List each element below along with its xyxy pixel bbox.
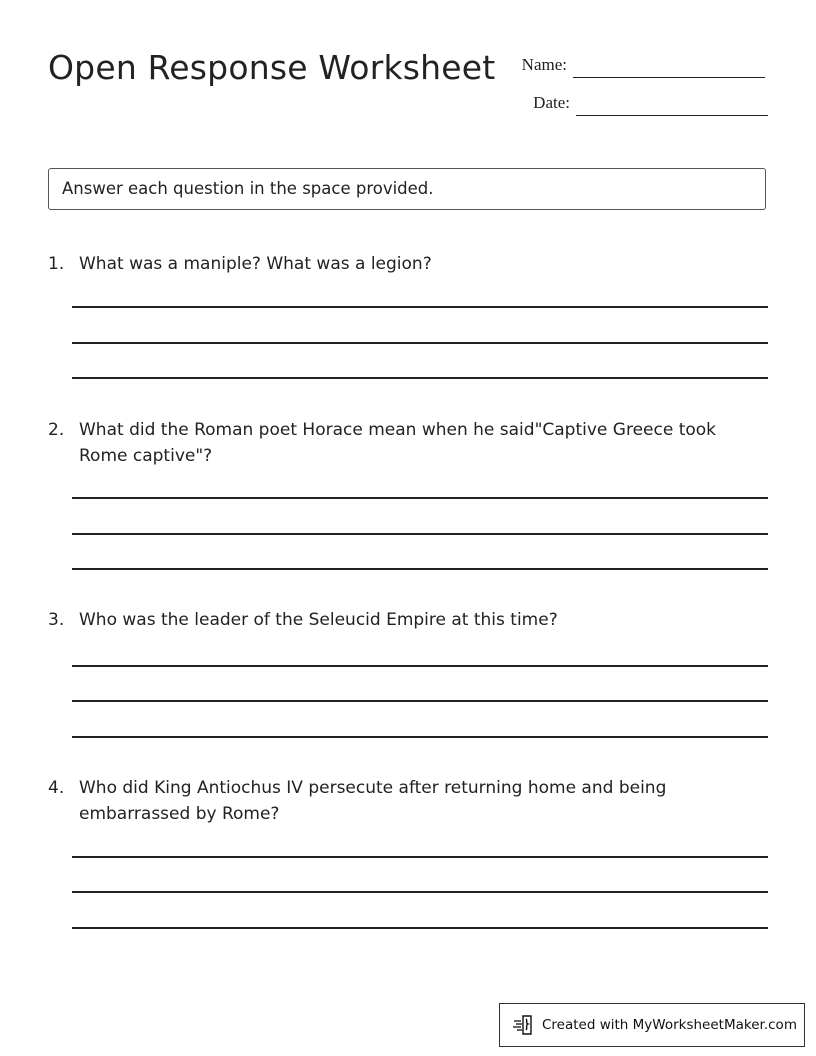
- page-title: Open Response Worksheet: [48, 48, 496, 87]
- answer-line[interactable]: [72, 568, 768, 570]
- answer-line[interactable]: [72, 497, 768, 499]
- name-label: Name:: [521, 55, 567, 74]
- question-number: 4.: [48, 778, 65, 798]
- question-text: What did the Roman poet Horace mean when he said"Captive Greece took Rome captive"?: [79, 420, 717, 466]
- answer-line[interactable]: [72, 665, 768, 667]
- name-field: [510, 55, 765, 75]
- answer-line[interactable]: [72, 856, 768, 858]
- worksheet-maker-logo-icon: [512, 1012, 538, 1038]
- date-blank-line[interactable]: [576, 115, 768, 116]
- answer-line[interactable]: [72, 306, 768, 308]
- answer-line[interactable]: [72, 891, 768, 893]
- name-blank-line[interactable]: [573, 77, 765, 78]
- footer-credit-box[interactable]: [499, 1003, 805, 1047]
- instructions-text: Answer each question in the space provided.: [62, 179, 434, 198]
- question-text: Who did King Antiochus IV persecute after returning home and being embarrassed by Rome?: [79, 778, 667, 824]
- question-text: Who was the leader of the Seleucid Empire at this time?: [79, 610, 558, 630]
- answer-line[interactable]: [72, 700, 768, 702]
- answer-line[interactable]: [72, 736, 768, 738]
- question-number: 2.: [48, 420, 65, 440]
- date-field: [513, 93, 768, 113]
- answer-line[interactable]: [72, 342, 768, 344]
- footer-credit-text: Created with MyWorksheetMaker.com: [542, 1017, 797, 1033]
- date-label: Date:: [533, 93, 570, 112]
- answer-line[interactable]: [72, 377, 768, 379]
- question-number: 1.: [48, 254, 65, 274]
- question-text: What was a maniple? What was a legion?: [79, 254, 432, 274]
- answer-line[interactable]: [72, 927, 768, 929]
- instructions-box: [48, 168, 766, 210]
- answer-line[interactable]: [72, 533, 768, 535]
- question-number: 3.: [48, 610, 65, 630]
